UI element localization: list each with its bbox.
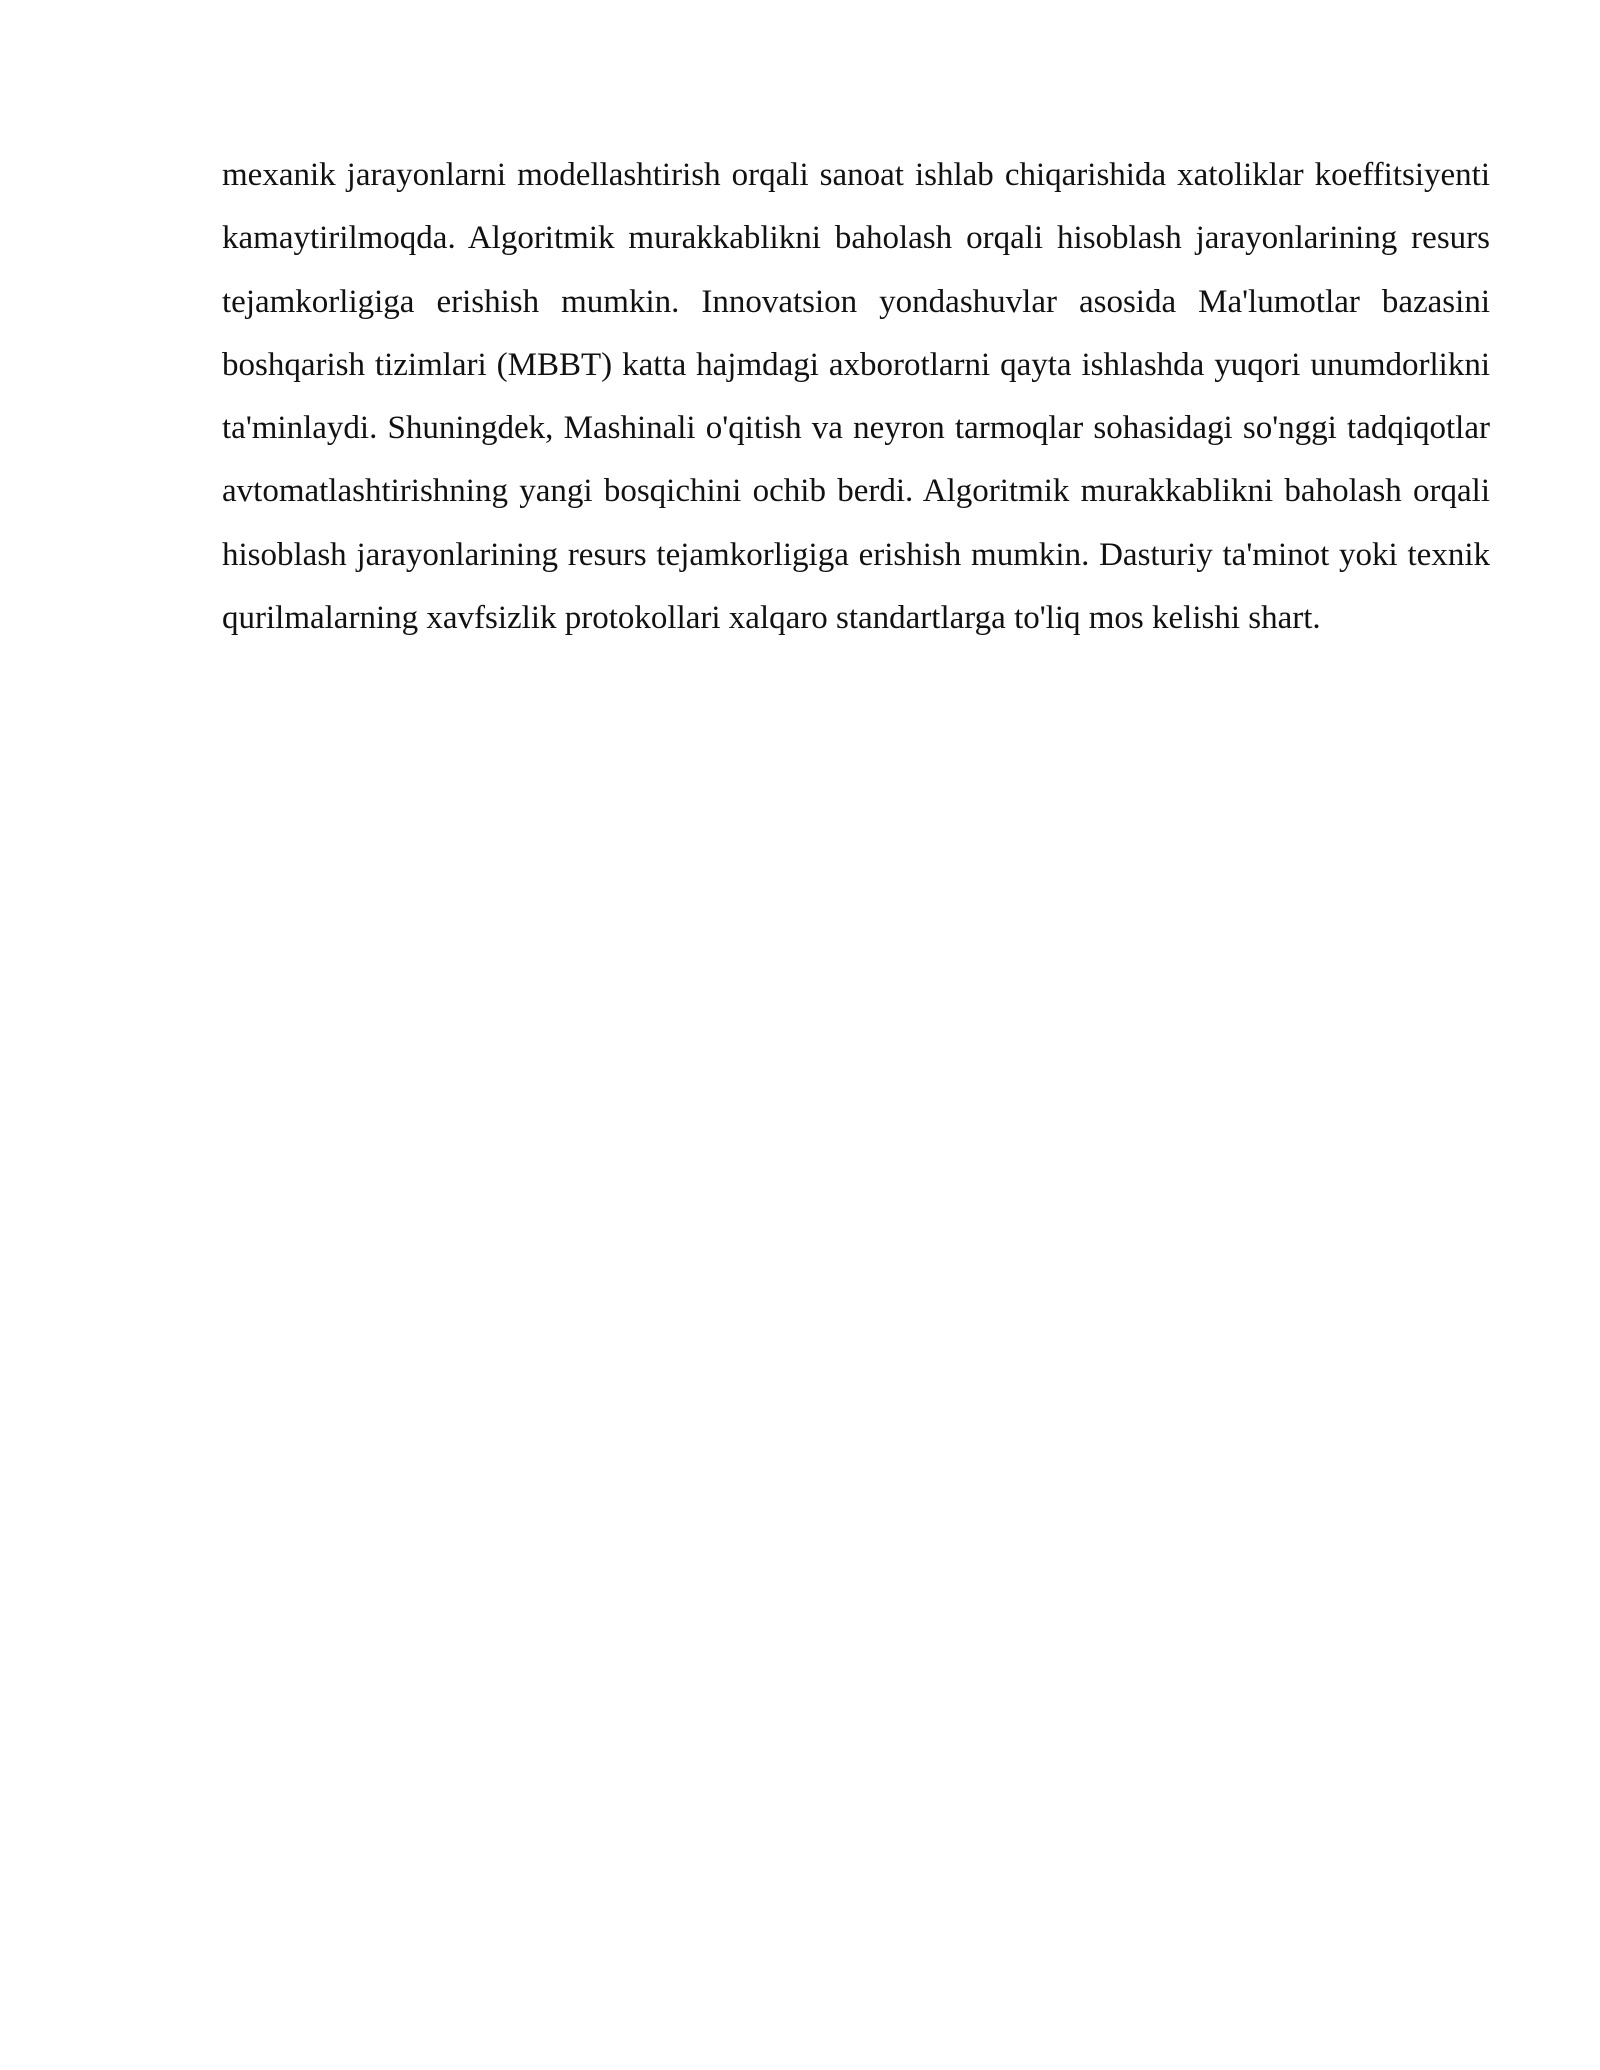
body-paragraph: mexanik jarayonlarni modellashtirish orqali sanoat ishlab chiqarishida xatoliklar koeffitsiyenti kamaytirilmoqda. Algoritmik murakkablikni baholash orqali hisoblash jarayonlarining resurs tejamkorligiga erishish mumkin. Innovatsion yondashuvlar asosida Ma'lumotlar bazasini boshqarish tizimlari (MBBT) katta hajmdagi axborotlarni qayta ishlashda yuqori unumdorlikni ta'minlaydi. Shuningdek, Mashinali o'qitish va neyron tarmoqlar sohasidagi so'nggi tadqiqotlar avtomatlashtirishning yangi bosqichini ochib berdi. Algoritmik murakkablikni baholash orqali hisoblash jarayonlarining resurs tejamkorligiga erishish mumkin. Dasturiy ta'minot yoki texnik qurilmalarning xavfsizlik protokollari xalqaro standartlarga to'liq mos kelishi shart.	[222, 157, 1490, 637]
